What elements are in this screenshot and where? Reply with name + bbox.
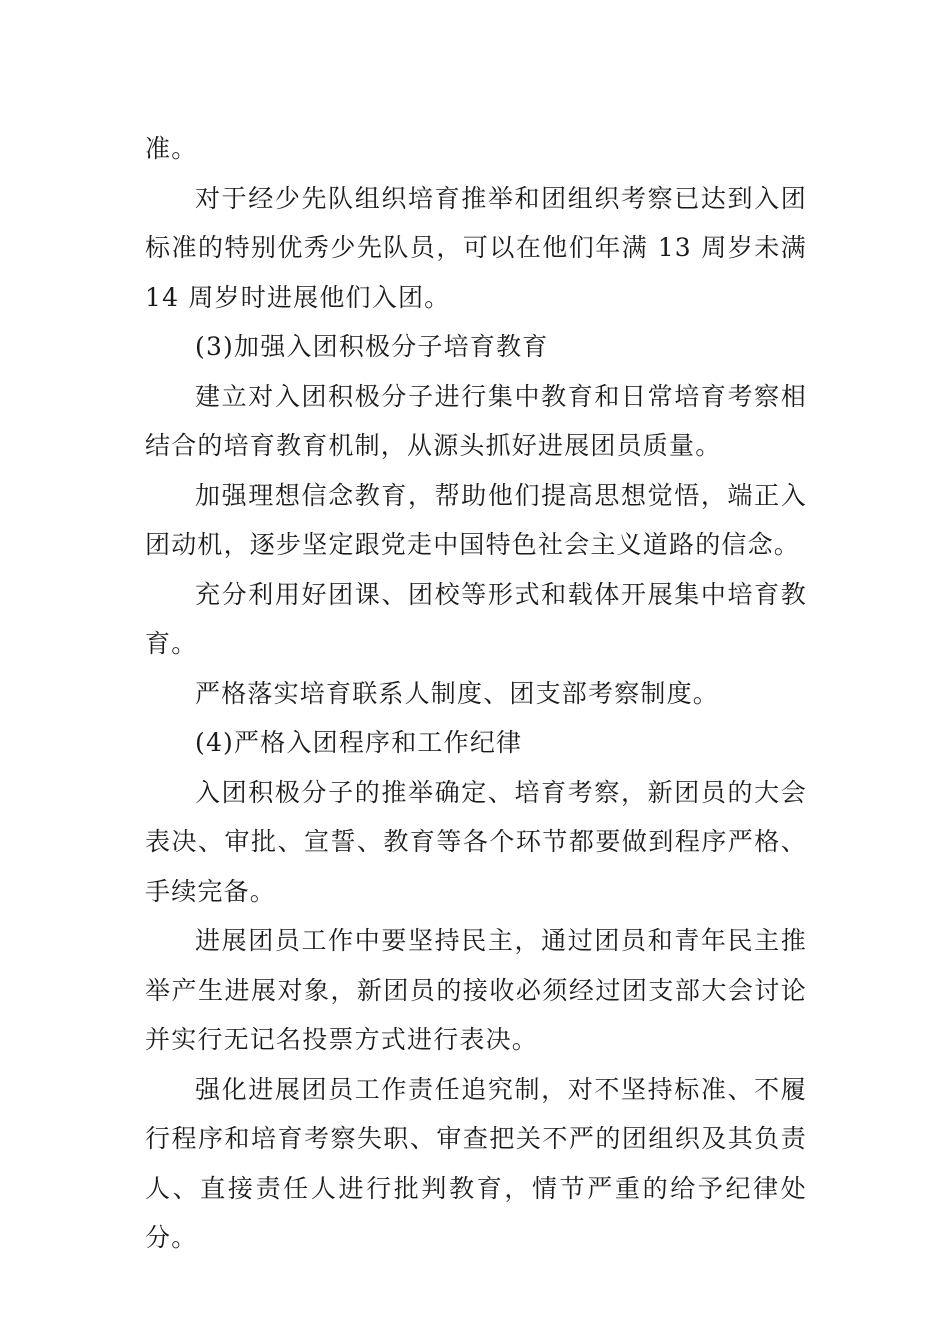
paragraph-league-courses: 充分利用好团课、团校等形式和载体开展集中培育教育。 [145,579,807,658]
paragraph-ideals-education: 加强理想信念教育，帮助他们提高思想觉悟，端正入团动机，逐步坚定跟党走中国特色社会主义道路的信念。 [145,480,807,559]
section-heading-3: (3)加强入团积极分子培育教育 [195,332,549,361]
paragraph-democracy: 进展团员工作中要坚持民主，通过团员和青年民主推举产生进展对象，新团员的接收必须经过团支部大会讨论并实行无记名投票方式进行表决。 [145,926,807,1054]
paragraph-early-admission: 对于经少先队组织培育推举和团组织考察已达到入团标准的特别优秀少先队员，可以在他们年满 13 周岁未满 14 周岁时进展他们入团。 [145,183,807,312]
document-body [145,124,807,1263]
paragraph-procedures: 入团积极分子的推举确定、培育考察，新团员的大会表决、审批、宣誓、教育等各个环节都要做到程序严格、手续完备。 [145,777,807,906]
paragraph-continuation: 准。 [145,134,198,163]
section-heading-4: (4)严格入团程序和工作纪律 [195,728,523,757]
paragraph-contact-system: 严格落实培育联系人制度、团支部考察制度。 [195,678,720,708]
paragraph-accountability: 强化进展团员工作责任追究制，对不坚持标准、不履行程序和培育考察失职、审查把关不严的团组织及其负责人、直接责任人进行批判教育，情节严重的给予纪律处分。 [145,1074,807,1252]
paragraph-education-mechanism: 建立对入团积极分子进行集中教育和日常培育考察相结合的培育教育机制，从源头抓好进展团员质量。 [145,381,807,460]
